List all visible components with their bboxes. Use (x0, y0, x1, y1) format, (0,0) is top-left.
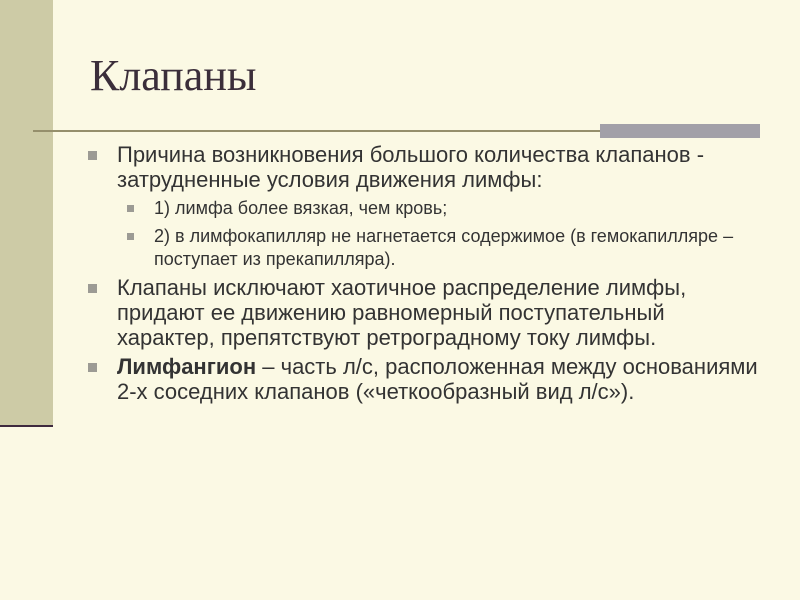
left-band-rule (0, 425, 53, 427)
bullet-item (88, 142, 758, 192)
bullet-item (88, 354, 758, 404)
sub-bullet-text: 1) лимфа более вязкая, чем кровь; (154, 198, 448, 218)
bullet-item (88, 275, 758, 350)
square-bullet-icon (127, 205, 134, 212)
sub-bullet-text: 2) в лимфокапилляр не нагнетается содержимое (в гемокапилляре – поступает из прекапилляра). (154, 226, 734, 269)
title-accent-bar (600, 124, 760, 138)
square-bullet-icon (88, 284, 97, 293)
sub-bullet-item (127, 225, 758, 271)
term-highlight: Лимфангион (117, 354, 257, 379)
square-bullet-icon (88, 363, 97, 372)
sub-bullet-item (127, 197, 758, 220)
bullet-text: – часть л/с, расположенная между основаниями 2-х соседних клапанов («четкообразный вид л/с»). (117, 354, 758, 404)
bullet-text: Клапаны исключают хаотичное распределение лимфы, придают ее движению равномерный поступательный характер, препятствуют ретроградному току лимфы. (117, 275, 687, 350)
slide-title: Клапаны (90, 51, 257, 100)
square-bullet-icon (127, 233, 134, 240)
slide-content (88, 142, 758, 404)
square-bullet-icon (88, 151, 97, 160)
left-decorative-band (0, 0, 53, 426)
title-divider (33, 130, 600, 132)
bullet-text: Причина возникновения большого количества клапанов - затрудненные условия движения лимфы: (117, 142, 705, 192)
